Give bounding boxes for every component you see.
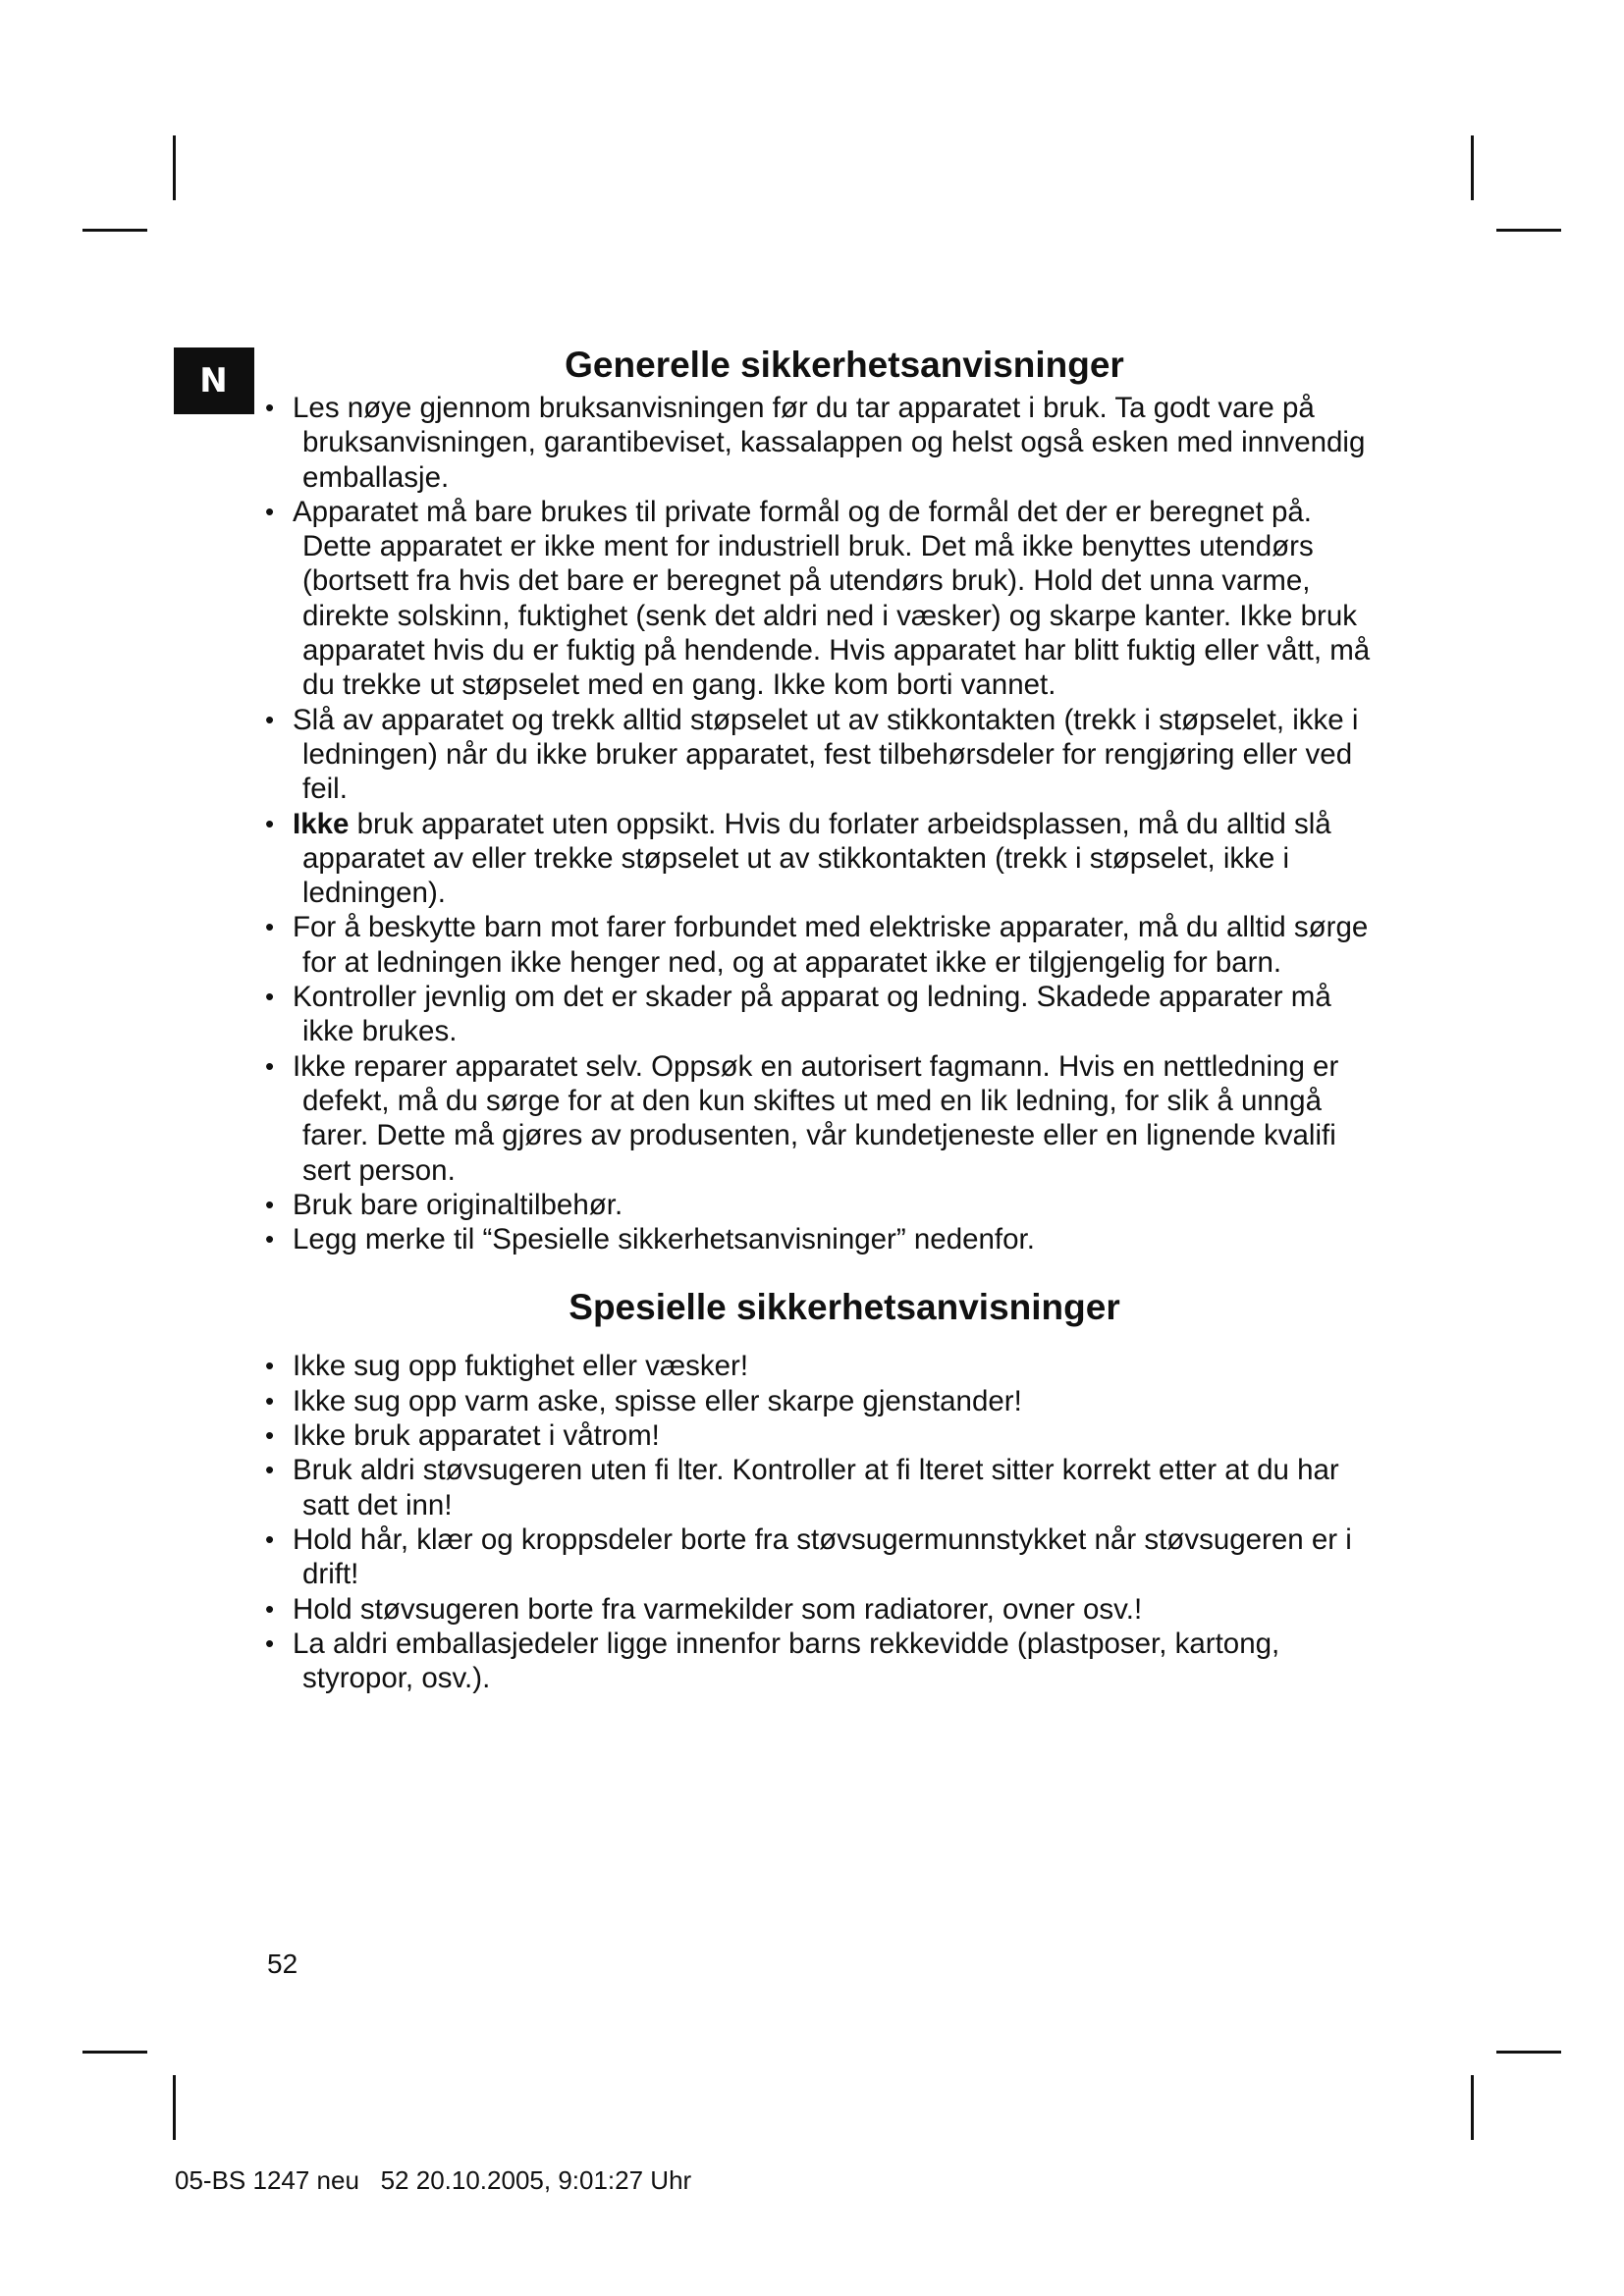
crop-mark — [173, 2075, 176, 2140]
list-item-text: bruk apparatet uten oppsikt. Hvis du forlater arbeidsplassen, må du alltid slå apparatet av eller trekke støpselet ut av stikkontakten (trekk i støpselet, ikke i ledningen). — [302, 807, 1331, 910]
list-item: • Bruk aldri støvsugeren uten fi lter. Kontroller at fi lteret sitter korrekt etter at du har satt det inn! — [265, 1453, 1384, 1522]
list-item: • Hold støvsugeren borte fra varmekilder som radiatorer, ovner osv.! — [265, 1592, 1384, 1627]
list-item: • Ikke sug opp fuktighet eller væsker! — [265, 1349, 1384, 1383]
list-item: • Apparatet må bare brukes til private formål og de formål det der er beregnet på. Dette apparatet er ikke ment for industriell bruk. Det må ikke benyttes utendørs (bortsett fra hvis det bare er beregnet på utendørs bruk). Hold det unna varme, direkte solskinn, fuktighet (senk det aldri ned i væsker) og skarpe kanter. Ikke bruk apparatet hvis du er fuktig på hendende. Hvis apparatet har blitt fuktig eller vått, må du trekke ut støpselet med en gang. Ikke kom borti vannet. — [265, 495, 1384, 703]
list-item: • Hold hår, klær og kroppsdeler borte fra støvsugermunnstykket når støvsugeren er i drift! — [265, 1522, 1384, 1592]
crop-mark — [82, 229, 147, 232]
section-title-general: Generelle sikkerhetsanvisninger — [565, 345, 1124, 385]
list-item — [265, 807, 1384, 911]
crop-mark — [173, 135, 176, 200]
special-safety-list — [265, 1349, 1384, 1695]
list-item: • For å beskytte barn mot farer forbundet med elektriske apparater, må du alltid sørge for at ledningen ikke henger ned, og at apparatet ikke er tilgjengelig for barn. — [265, 910, 1384, 980]
print-footer: 05-BS 1247 neu 52 20.10.2005, 9:01:27 Uhr — [175, 2165, 692, 2195]
crop-mark — [1471, 135, 1474, 200]
list-item: • La aldri emballasjedeler ligge innenfor barns rekkevidde (plastposer, kartong, styropor, osv.). — [265, 1627, 1384, 1696]
emphasis-word: Ikke — [293, 807, 350, 840]
crop-mark — [1471, 2075, 1474, 2140]
list-item: • Ikke bruk apparatet i våtrom! — [265, 1418, 1384, 1453]
crop-mark — [1496, 2051, 1561, 2054]
list-item: • Legg merke til “Spesielle sikkerhetsanvisninger” nedenfor. — [265, 1222, 1384, 1256]
document-body — [265, 340, 1384, 1695]
list-item: • Ikke reparer apparatet selv. Oppsøk en autorisert fagmann. Hvis en nettledning er defekt, må du sørge for at den kun skiftes ut med en lik ledning, for slik å unngå farer. Dette må gjøres av produsenten, vår kundetjeneste eller en lignende kvalifi sert person. — [265, 1049, 1384, 1188]
list-item: • Bruk bare originaltilbehør. — [265, 1188, 1384, 1222]
section-title-special: Spesielle sikkerhetsanvisninger — [568, 1287, 1120, 1328]
general-safety-list — [265, 391, 1384, 1256]
list-item: • Slå av apparatet og trekk alltid støpselet ut av stikkontakten (trekk i støpselet, ikke i ledningen) når du ikke bruker apparatet, fest tilbehørsdeler for rengjøring eller ved feil. — [265, 703, 1384, 807]
language-tab: N — [174, 347, 254, 414]
list-item: • Les nøye gjennom bruksanvisningen før du tar apparatet i bruk. Ta godt vare på bruksanvisningen, garantibeviset, kassalappen og helst også esken med innvendig emballasje. — [265, 391, 1384, 495]
list-item: • Kontroller jevnlig om det er skader på apparat og ledning. Skadede apparater må ikke brukes. — [265, 980, 1384, 1049]
crop-mark — [82, 2051, 147, 2054]
page-number: 52 — [267, 1949, 298, 1979]
list-item: • Ikke sug opp varm aske, spisse eller skarpe gjenstander! — [265, 1384, 1384, 1418]
crop-mark — [1496, 229, 1561, 232]
